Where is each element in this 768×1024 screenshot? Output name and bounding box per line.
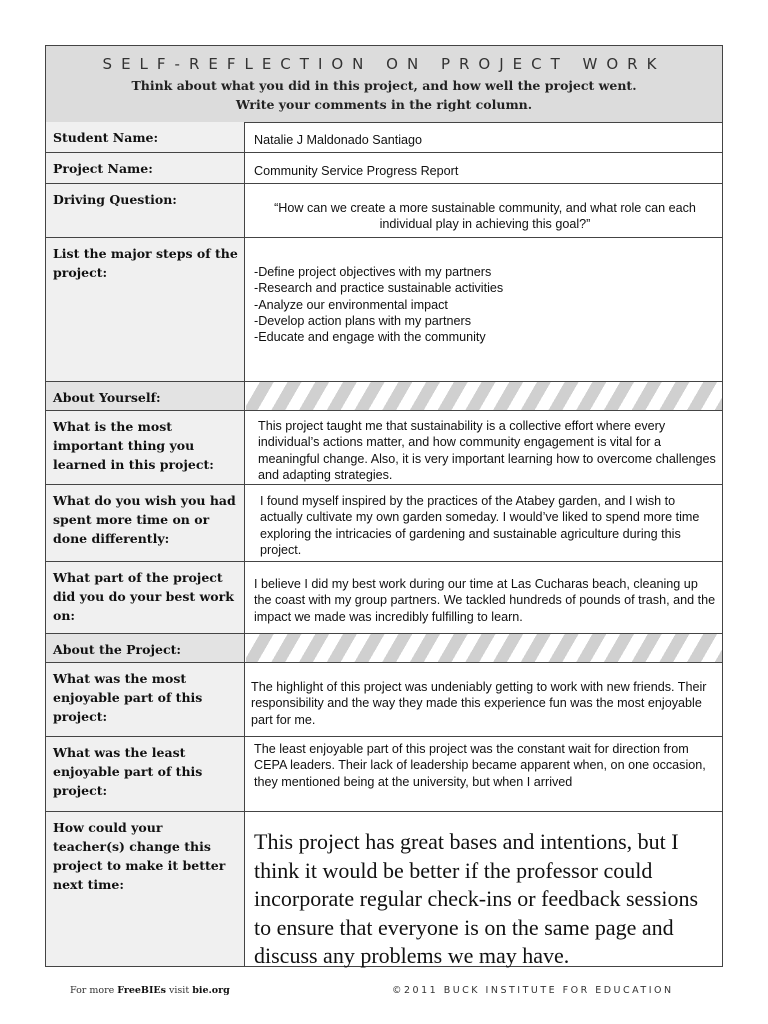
instructions-line-1: Think about what you did in this project, and how well the project went.	[131, 78, 637, 93]
section-stripes	[246, 382, 722, 410]
major-steps-field[interactable]	[246, 238, 722, 381]
teacher-change-field[interactable]	[246, 812, 722, 966]
best-work-label: What part of the project did you do your best work on:	[46, 562, 245, 633]
about-project-label: About the Project:	[46, 634, 245, 662]
project-name-value: Community Service Progress Report	[254, 164, 459, 178]
most-important-field[interactable]	[246, 411, 722, 484]
step-item: -Develop action plans with my partners	[254, 313, 471, 328]
most-enjoyable-field[interactable]	[246, 663, 722, 736]
most-enjoyable-value: The highlight of this project was undeniably getting to work with new friends. Their responsibility and the way they made this experience fun was the most enjoyable part for me.	[251, 680, 707, 727]
footer-site-link[interactable]: bie.org	[192, 985, 230, 996]
reflection-form	[45, 45, 723, 967]
section-stripes	[246, 634, 722, 662]
row-most-enjoyable	[46, 663, 722, 737]
more-time-value: I found myself inspired by the practices of the Atabey garden, and I wish to actually cultivate my own garden someday. I would’ve liked to spend more time exploring the intricacies of gardening and sustainable agriculture during this project.	[260, 494, 700, 557]
row-driving-question	[46, 184, 722, 238]
student-name-field[interactable]	[246, 122, 722, 152]
row-least-enjoyable	[46, 737, 722, 812]
project-name-field[interactable]	[246, 153, 722, 183]
major-steps-label: List the major steps of the project:	[46, 238, 245, 381]
most-important-label: What is the most important thing you learned in this project:	[46, 411, 245, 484]
driving-question-value: “How can we create a more sustainable community, and what role can each individual play in achieving this goal?”	[274, 201, 696, 232]
least-enjoyable-value: The least enjoyable part of this project was the constant wait for direction from CEPA leaders. Their lack of leadership became apparent when, on one occasion, they mentioned being at the university, but when I arrived	[254, 742, 706, 789]
least-enjoyable-label: What was the least enjoyable part of this project:	[46, 737, 245, 811]
row-project-name	[46, 153, 722, 184]
teacher-change-label: How could your teacher(s) change this project to make it better next time:	[46, 812, 245, 966]
footer-freebies	[70, 985, 230, 996]
about-yourself-label: About Yourself:	[46, 382, 245, 410]
row-student-name	[46, 122, 722, 153]
form-header	[46, 46, 722, 123]
footer-freebies-word: FreeBIEs	[117, 985, 166, 996]
more-time-field[interactable]	[246, 485, 722, 561]
form-title: SELF-REFLECTION ON PROJECT WORK	[102, 55, 666, 73]
best-work-field[interactable]	[246, 562, 722, 633]
row-major-steps	[46, 238, 722, 382]
step-item: -Define project objectives with my partners	[254, 265, 492, 279]
step-item: -Analyze our environmental impact	[254, 297, 448, 312]
section-about-project	[46, 634, 722, 663]
footer-visit: visit	[166, 985, 193, 996]
project-name-label: Project Name:	[46, 153, 245, 183]
footer-copyright: ©2011 BUCK INSTITUTE FOR EDUCATION	[392, 985, 674, 996]
step-item: -Research and practice sustainable activities	[254, 281, 504, 296]
instructions-line-2: Write your comments in the right column.	[235, 97, 533, 112]
step-item: -Educate and engage with the community	[254, 330, 486, 345]
footer-prefix: For more	[70, 985, 118, 996]
teacher-change-value: This project has great bases and intentions, but I think it would be better if the professor could incorporate regular check-ins or feedback sessions to ensure that everyone is on the same page and discuss any problems we may have.	[254, 829, 699, 968]
most-enjoyable-label: What was the most enjoyable part of this project:	[46, 663, 245, 736]
best-work-value: I believe I did my best work during our time at Las Cucharas beach, cleaning up the coast with my group partners. We tackled hundreds of pounds of trash, and the impact we made was incredibly fulfilling to learn.	[254, 577, 716, 624]
least-enjoyable-field[interactable]	[246, 737, 722, 811]
row-most-important	[46, 411, 722, 485]
driving-question-field[interactable]	[246, 184, 722, 237]
major-steps-list	[254, 264, 716, 345]
student-name-value: Natalie J Maldonado Santiago	[254, 133, 423, 147]
row-best-work	[46, 562, 722, 634]
most-important-value: This project taught me that sustainability is a collective effort where every individual’s actions matter, and how community engagement is vital for a meaningful change. Also, it is very important learning how to overcome challenges and adapting strategies.	[258, 419, 716, 482]
driving-question-label: Driving Question:	[46, 184, 245, 237]
section-about-yourself	[46, 382, 722, 411]
row-more-time	[46, 485, 722, 562]
student-name-label: Student Name:	[46, 122, 245, 152]
row-teacher-change	[46, 812, 722, 966]
more-time-label: What do you wish you had spent more time on or done differently:	[46, 485, 245, 561]
